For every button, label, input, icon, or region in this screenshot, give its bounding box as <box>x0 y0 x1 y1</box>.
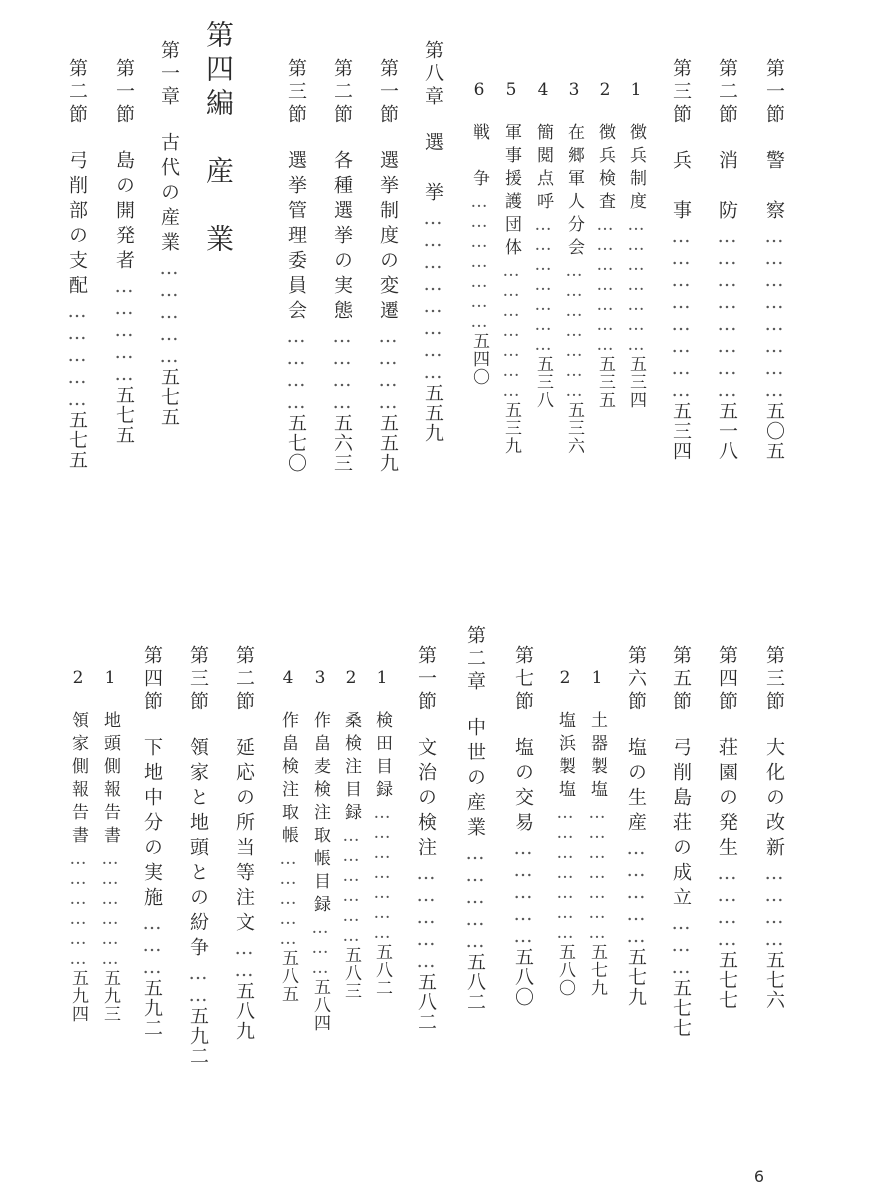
entry-title: 選挙制度の変遷 <box>377 150 399 325</box>
leader-dots: …… <box>233 937 255 981</box>
leader-dots: …………… <box>625 837 647 947</box>
leader-dots: …………… <box>415 862 437 972</box>
toc-entry <box>230 645 258 1155</box>
leader-dots: ………………… <box>372 803 392 943</box>
entry-label: 3 <box>310 668 330 691</box>
entry-title: 選挙管理委員会 <box>285 150 307 325</box>
entry-page: 五七五 <box>66 410 88 470</box>
leader-dots: ………… <box>763 862 785 950</box>
entry-label: 第七節 <box>512 645 534 714</box>
entry-label: 1 <box>626 80 646 103</box>
toc-entry <box>622 80 650 568</box>
entry-title: 消 防 <box>716 150 738 225</box>
toc-entry <box>667 645 695 1155</box>
entry-label: 第三節 <box>187 645 209 714</box>
leader-dots: ……………… <box>68 849 88 969</box>
part-label: 第四編 <box>202 20 235 122</box>
toc-entry <box>110 58 138 568</box>
leader-dots: ……………… <box>341 826 361 946</box>
entry-title: 領家側報告書 <box>68 711 88 849</box>
toc-entry <box>138 645 166 1155</box>
toc-entry <box>667 58 695 568</box>
entry-title: 大化の改新 <box>763 737 785 862</box>
leader-dots: …………… <box>158 257 180 367</box>
part-heading <box>200 20 236 320</box>
entry-page: 五四〇 <box>469 332 489 386</box>
entry-page: 五七九 <box>625 947 647 1007</box>
toc-entry <box>419 40 447 568</box>
entry-page: 五三九 <box>501 401 521 455</box>
leader-dots: …………………… <box>763 225 785 401</box>
entry-label: 第二節 <box>233 645 255 714</box>
entry-label: 第四節 <box>141 645 163 714</box>
leader-dots: …………… <box>278 849 298 949</box>
leader-dots: …………… <box>464 842 486 952</box>
entry-title: 中世の産業 <box>464 717 486 842</box>
toc-entry <box>461 625 489 1155</box>
entry-label: 1 <box>587 668 607 691</box>
leader-dots: …… <box>187 962 209 1006</box>
leader-dots: ………………… <box>564 261 584 401</box>
entry-title: 在郷軍人分会 <box>564 123 584 261</box>
leader-dots: ………… <box>716 862 738 950</box>
entry-page: 五七〇 <box>285 413 307 473</box>
entry-label: 6 <box>469 80 489 103</box>
entry-label: 第一節 <box>763 58 785 127</box>
leader-dots: ………………… <box>626 215 646 355</box>
toc-entry <box>96 668 124 1156</box>
entry-title: 徴兵制度 <box>626 123 646 215</box>
toc-entry <box>465 80 493 568</box>
toc-entry <box>184 645 212 1155</box>
entry-title: 警 察 <box>763 150 785 225</box>
entry-page: 五三八 <box>533 355 553 409</box>
entry-title: 塩の交易 <box>512 737 534 837</box>
toc-entry <box>274 668 302 1156</box>
entry-page: 五七七 <box>716 950 738 1010</box>
toc-entry <box>306 668 334 1156</box>
entry-label: 第八章 <box>422 40 444 109</box>
entry-label: 第三節 <box>285 58 307 127</box>
toc-entry <box>63 58 91 568</box>
entry-label: 第一節 <box>377 58 399 127</box>
entry-label: 3 <box>564 80 584 103</box>
entry-page: 五三五 <box>595 355 615 409</box>
entry-label: 2 <box>68 668 88 691</box>
entry-label: 第一節 <box>113 58 135 127</box>
entry-label: 4 <box>533 80 553 103</box>
entry-title: 兵 事 <box>670 150 692 225</box>
entry-title: 選 挙 <box>422 132 444 207</box>
entry-page: 五八〇 <box>555 943 575 997</box>
toc-entry <box>337 668 365 1156</box>
toc-entry <box>583 668 611 1156</box>
entry-title: 戦 争 <box>469 123 489 192</box>
entry-title: 島の開発者 <box>113 150 135 275</box>
entry-title: 領家と地頭との紛争 <box>187 737 209 962</box>
entry-page: 五八二 <box>372 943 392 997</box>
entry-label: 第一章 <box>158 40 180 109</box>
toc-entry <box>529 80 557 568</box>
entry-label: 第三節 <box>670 58 692 127</box>
toc-entry <box>713 645 741 1155</box>
toc-entry <box>713 58 741 568</box>
entry-page: 五八〇 <box>512 947 534 1007</box>
entry-page: 五七六 <box>763 950 785 1010</box>
entry-page: 五七七 <box>670 978 692 1038</box>
toc-entry <box>622 645 650 1155</box>
entry-title: 軍事援護団体 <box>501 123 521 261</box>
entry-title: 古代の産業 <box>158 132 180 257</box>
leader-dots: ……… <box>310 918 330 978</box>
entry-label: 第五節 <box>670 645 692 714</box>
entry-label: 2 <box>341 668 361 691</box>
leader-dots: …………… <box>113 275 135 385</box>
entry-page: 五九四 <box>68 969 88 1023</box>
leader-dots: ……………… <box>100 849 120 969</box>
toc-entry <box>551 668 579 1156</box>
entry-page: 五八四 <box>310 978 330 1032</box>
toc-entry <box>497 80 525 568</box>
entry-page: 五八三 <box>341 946 361 1000</box>
leader-dots: ………… <box>377 325 399 413</box>
toc-entry <box>591 80 619 568</box>
entry-title: 簡閲点呼 <box>533 123 553 215</box>
entry-title: 地頭側報告書 <box>100 711 120 849</box>
entry-label: 5 <box>501 80 521 103</box>
entry-page: 五九二 <box>141 978 163 1038</box>
leader-dots: ………………… <box>587 803 607 943</box>
entry-label: 1 <box>100 668 120 691</box>
entry-label: 1 <box>372 668 392 691</box>
leader-dots: ……… <box>670 912 692 978</box>
toc-entry <box>509 645 537 1155</box>
entry-page: 五一八 <box>716 401 738 461</box>
toc-entry <box>412 645 440 1155</box>
leader-dots: …………………… <box>422 207 444 383</box>
entry-title: 作畠麦検注取帳目録 <box>310 711 330 918</box>
entry-page: 五三四 <box>670 401 692 461</box>
entry-title: 荘園の発生 <box>716 737 738 862</box>
entry-label: 2 <box>555 668 575 691</box>
entry-page: 五三四 <box>626 355 646 409</box>
entry-label: 第六節 <box>625 645 647 714</box>
toc-entry <box>155 40 183 568</box>
toc-entry <box>282 58 310 568</box>
entry-label: 第三節 <box>763 645 785 714</box>
entry-title: 作畠検注取帳 <box>278 711 298 849</box>
entry-page: 五八五 <box>278 949 298 1003</box>
entry-title: 各種選挙の実態 <box>331 150 353 325</box>
entry-page: 五〇五 <box>763 401 785 461</box>
toc-entry <box>760 58 788 568</box>
leader-dots: ………… <box>331 325 353 413</box>
entry-label: 第一節 <box>415 645 437 714</box>
entry-title: 弓削島荘の成立 <box>670 737 692 912</box>
leader-dots: ………………… <box>533 215 553 355</box>
leader-dots: …………………… <box>670 225 692 401</box>
entry-label: 2 <box>595 80 615 103</box>
entry-label: 第二節 <box>66 58 88 127</box>
leader-dots: …………… <box>66 300 88 410</box>
toc-entry <box>560 80 588 568</box>
entry-page: 五八二 <box>415 972 437 1032</box>
entry-label: 第四節 <box>716 645 738 714</box>
entry-label: 第二節 <box>716 58 738 127</box>
entry-title: 下地中分の実施 <box>141 737 163 912</box>
leader-dots: ………… <box>285 325 307 413</box>
entry-label: 第二節 <box>331 58 353 127</box>
entry-title: 延応の所当等注文 <box>233 737 255 937</box>
entry-page: 五六三 <box>331 413 353 473</box>
entry-title: 徴兵検査 <box>595 123 615 215</box>
page-number: 6 <box>753 1167 764 1186</box>
toc-entry <box>760 645 788 1155</box>
entry-page: 五七九 <box>587 943 607 997</box>
leader-dots: ………………… <box>595 215 615 355</box>
entry-page: 五五九 <box>422 383 444 443</box>
entry-label: 4 <box>278 668 298 691</box>
leader-dots: ……… <box>141 912 163 978</box>
toc-entry <box>64 668 92 1156</box>
entry-page: 五七五 <box>113 385 135 445</box>
entry-title: 塩浜製塩 <box>555 711 575 803</box>
entry-title: 弓削部の支配 <box>66 150 88 300</box>
entry-page: 五七五 <box>158 367 180 427</box>
entry-page: 五三六 <box>564 401 584 455</box>
leader-dots: …………… <box>512 837 534 947</box>
entry-title: 桑検注目録 <box>341 711 361 826</box>
leader-dots: ………………… <box>469 192 489 332</box>
entry-page: 五八九 <box>233 981 255 1041</box>
entry-page: 五九二 <box>187 1006 209 1066</box>
entry-page: 五五九 <box>377 413 399 473</box>
entry-label: 第二章 <box>464 625 486 694</box>
entry-title: 検田目録 <box>372 711 392 803</box>
toc-entry <box>368 668 396 1156</box>
entry-title: 土器製塩 <box>587 711 607 803</box>
leader-dots: ………………… <box>501 261 521 401</box>
entry-title: 塩の生産 <box>625 737 647 837</box>
toc-entry <box>328 58 356 568</box>
entry-page: 五九三 <box>100 969 120 1023</box>
part-title: 産 業 <box>202 156 235 258</box>
toc-entry <box>374 58 402 568</box>
entry-page: 五八二 <box>464 952 486 1012</box>
entry-title: 文治の検注 <box>415 737 437 862</box>
leader-dots: …………………… <box>716 225 738 401</box>
leader-dots: ………………… <box>555 803 575 943</box>
